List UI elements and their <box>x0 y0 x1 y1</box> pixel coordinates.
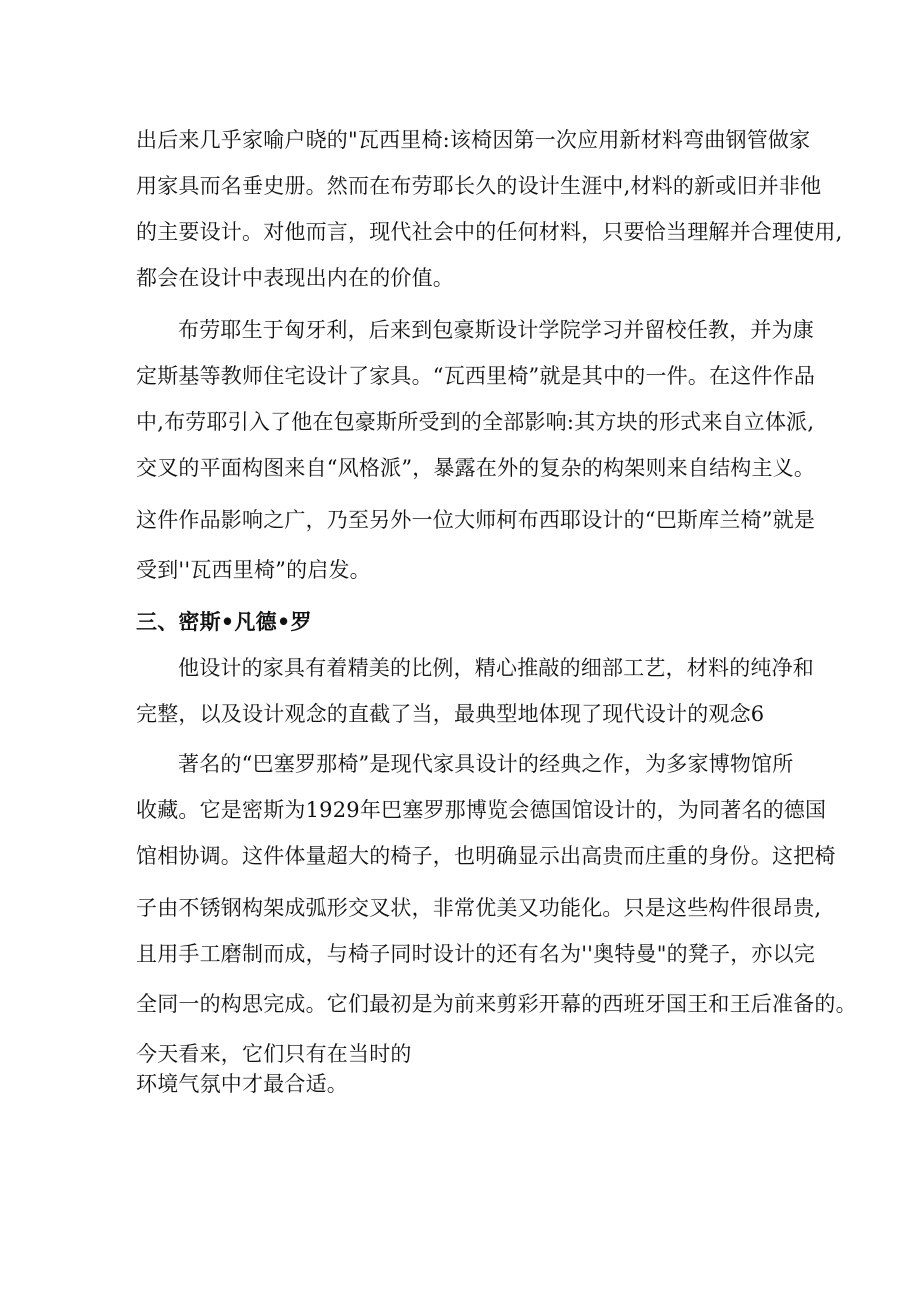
paragraph-4-line-3: 馆相协调。这件体量超大的椅子，也明确显示出高贵而庄重的身份。这把椅 <box>136 844 836 868</box>
paragraph-2-line-4: 交叉的平面构图来自“风格派”，暴露在外的复杂的构架则来自结构主义。 <box>136 456 816 480</box>
paragraph-4-line-4: 子由不锈钢构架成弧形交叉状，非常优美又功能化。只是这些构件很昂贵, <box>136 896 822 920</box>
paragraph-2-line-3: 中,布劳耶引入了他在包豪斯所受到的全部影响:其方块的形式来自立体派, <box>136 410 815 434</box>
paragraph-4-line-1: 著名的“巴塞罗那椅”是现代家具设计的经典之作，为多家博物馆所 <box>178 752 794 776</box>
paragraph-1-line-3: 的主要设计。对他而言，现代社会中的任何材料，只要恰当理解并合理使用, <box>136 220 843 244</box>
paragraph-4-line-6: 全同一的构思完成。它们最初是为前来剪彩开幕的西班牙国王和王后准备的。 <box>136 992 857 1016</box>
paragraph-3-line-1: 他设计的家具有着精美的比例，精心推敲的细部工艺，材料的纯净和 <box>178 656 814 680</box>
paragraph-5-line-2: 环境气氛中才最合适。 <box>136 1072 348 1096</box>
paragraph-4-line-2: 收藏。它是密斯为1929年巴塞罗那博览会德国馆设计的，为同著名的德国 <box>136 798 827 822</box>
paragraph-2-line-5: 这件作品影响之广，乃至另外一位大师柯布西耶设计的“巴斯库兰椅”就是 <box>136 508 816 532</box>
paragraph-5-line-1: 今天看来，它们只有在当时的 <box>136 1042 412 1066</box>
paragraph-3-line-2: 完整，以及设计观念的直截了当，最典型地体现了现代设计的观念6 <box>136 702 765 726</box>
paragraph-4-line-5: 且用手工磨制而成，与椅子同时设计的还有名为''奥特曼"的凳子，亦以完 <box>136 942 816 966</box>
paragraph-2-line-6: 受到''瓦西里椅”的启发。 <box>136 558 371 582</box>
section-heading: 三、密斯•凡德•罗 <box>136 609 312 634</box>
paragraph-1-line-4: 都会在设计中表现出内在的价值。 <box>136 266 454 290</box>
paragraph-1-line-1: 出后来几乎家喻户晓的"瓦西里椅:该椅因第一次应用新材料弯曲钢管做家 <box>136 128 811 152</box>
paragraph-1-line-2: 用家具而名垂史册。然而在布劳耶长久的设计生涯中,材料的新或旧并非他 <box>136 174 822 198</box>
paragraph-2-line-2: 定斯基等教师住宅设计了家具。“瓦西里椅”就是其中的一件。在这件作品 <box>136 364 816 388</box>
paragraph-2-line-1: 布劳耶生于匈牙利，后来到包豪斯设计学院学习并留校任教，并为康 <box>178 318 814 342</box>
